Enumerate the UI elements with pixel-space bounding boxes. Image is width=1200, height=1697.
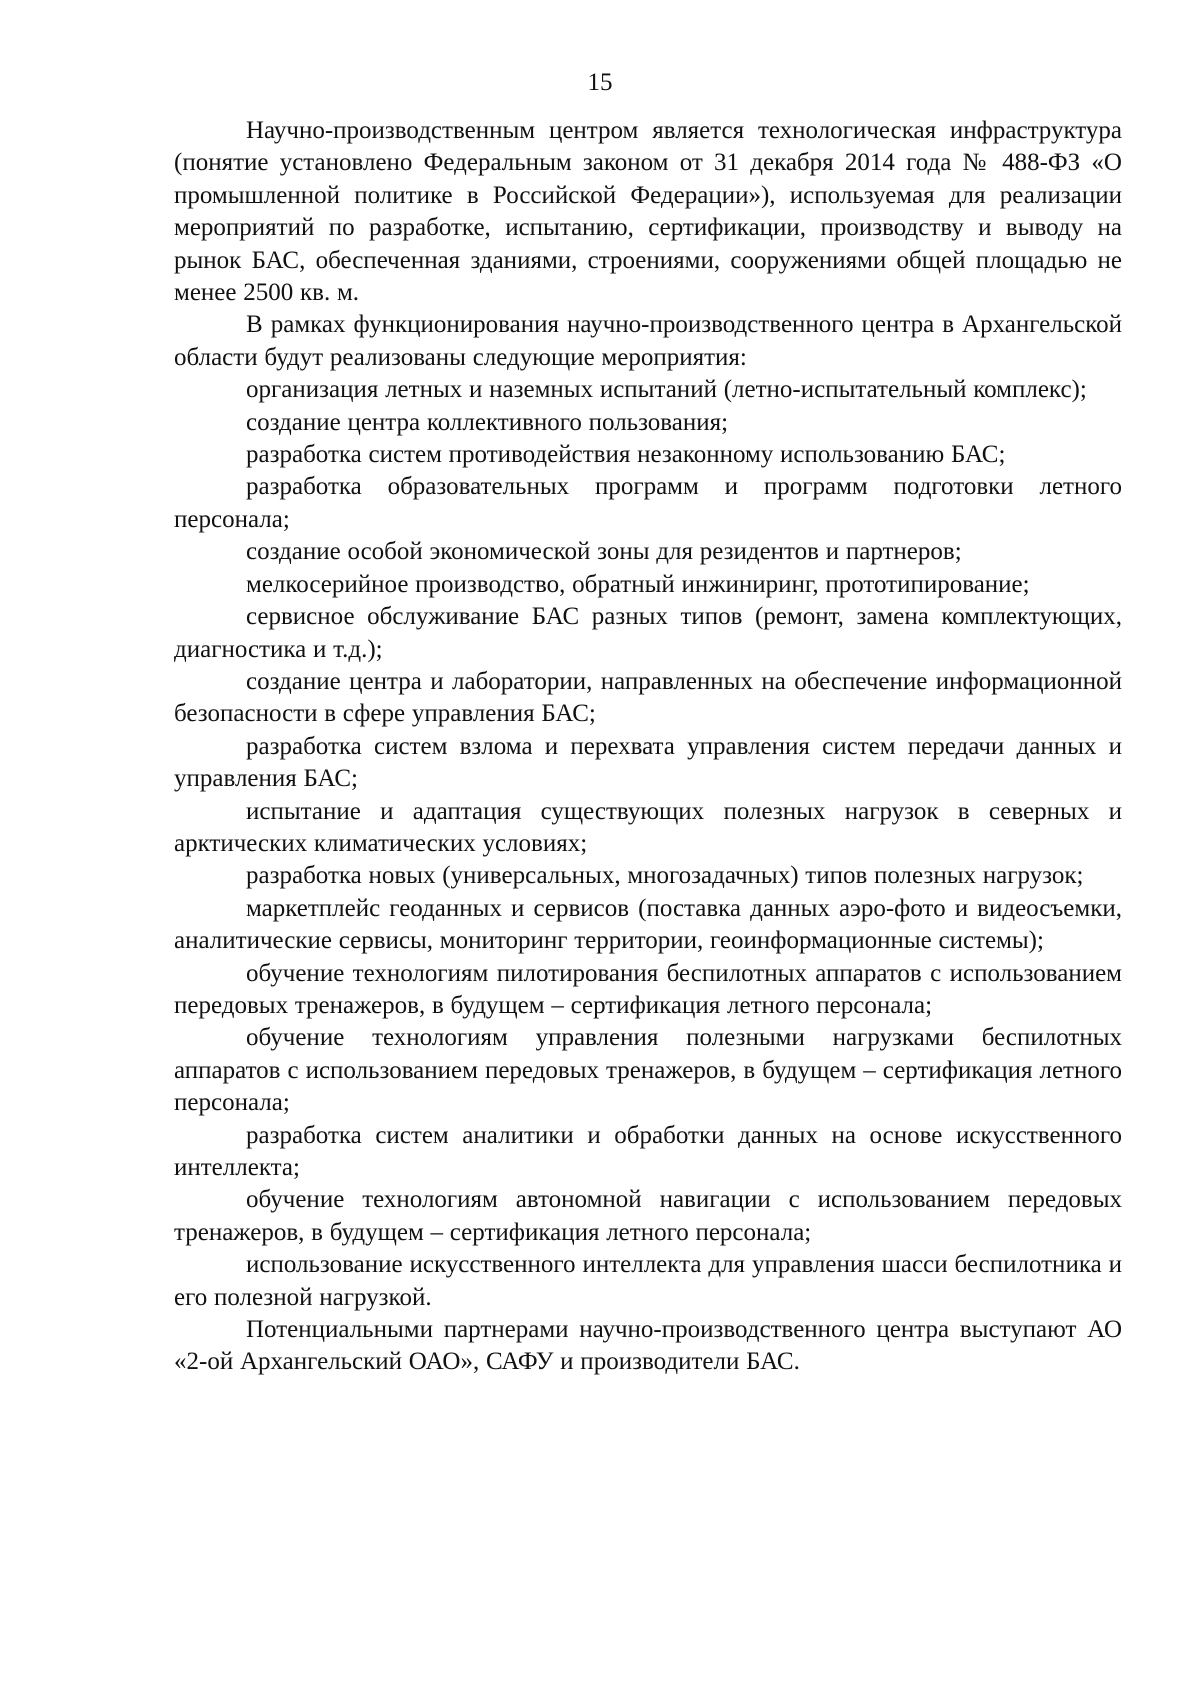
paragraph-activities-intro: В рамках функционирования научно-производственного центра в Архангельской области будут реализованы следующие мероприятия: bbox=[174, 311, 1122, 371]
paragraph-npc-definition: Научно-производственным центром является технологическая инфраструктура (понятие установлено Федеральным законом от 31 декабря 2014 года № 488-ФЗ «О промышленной политике в Российской Федерации»), используемая для реализации мероприятий по разработке, испытанию, сертификации, производству и выводу на рынок БАС, обеспеченная зданиями, строениями, сооружениями общей площадью не менее 2500 кв. м. bbox=[174, 117, 1122, 307]
list-item-ai-analytics: разработка систем аналитики и обработки данных на основе искусственного интеллекта; bbox=[174, 1121, 1122, 1181]
list-item-information-security: создание центра и лаборатории, направленных на обеспечение информационной безопасности в сфере управления БАС; bbox=[174, 667, 1122, 728]
list-item-service-maintenance: сервисное обслуживание БАС разных типов (ремонт, замена комплектующих, диагностика и т.д.); bbox=[174, 603, 1122, 663]
list-item-payload-control-training: обучение технологиям управления полезными нагрузками беспилотных аппаратов с использованием передовых тренажеров, в будущем – сертификация летного персонала; bbox=[174, 1024, 1122, 1117]
list-item-piloting-training: обучение технологиям пилотирования беспилотных аппаратов с использованием передовых тренажеров, в будущем – сертификация летного персонала; bbox=[174, 959, 1122, 1019]
list-item-ai-chassis-control: использование искусственного интеллекта для управления шасси беспилотника и его полезной нагрузкой. bbox=[174, 1251, 1122, 1311]
list-item-counteraction-systems: разработка систем противодействия незаконному использованию БАС; bbox=[246, 441, 1006, 469]
list-item-new-payload-types: разработка новых (универсальных, многозадачных) типов полезных нагрузок; bbox=[246, 862, 1084, 890]
list-item-flight-tests: организация летных и наземных испытаний (летно-испытательный комплекс); bbox=[246, 376, 1087, 404]
list-item-interception-systems: разработка систем взлома и перехвата управления систем передачи данных и управления БАС; bbox=[174, 732, 1122, 793]
list-item-autonomous-navigation-training: обучение технологиям автономной навигации с использованием передовых тренажеров, в будущем – сертификация летного персонала; bbox=[174, 1186, 1122, 1246]
document-body bbox=[174, 115, 1122, 1379]
list-item-shared-use-center: создание центра коллективного пользования; bbox=[246, 408, 729, 436]
list-item-special-economic-zone: создание особой экономической зоны для резидентов и партнеров; bbox=[246, 538, 962, 566]
paragraph-potential-partners: Потенциальными партнерами научно-производственного центра выступают АО «2-ой Архангельский ОАО», САФУ и производители БАС. bbox=[174, 1316, 1122, 1376]
list-item-educational-programs: разработка образовательных программ и программ подготовки летного персонала; bbox=[174, 473, 1122, 533]
list-item-arctic-payload-testing: испытание и адаптация существующих полезных нагрузок в северных и арктических климатических условиях; bbox=[174, 797, 1122, 857]
page-number: 15 bbox=[587, 69, 613, 96]
list-item-small-batch-production: мелкосерийное производство, обратный инжиниринг, прототипирование; bbox=[246, 570, 1030, 598]
list-item-geodata-marketplace: маркетплейс геоданных и сервисов (поставка данных аэро-фото и видеосъемки, аналитические сервисы, мониторинг территории, геоинформационные системы); bbox=[174, 894, 1122, 955]
